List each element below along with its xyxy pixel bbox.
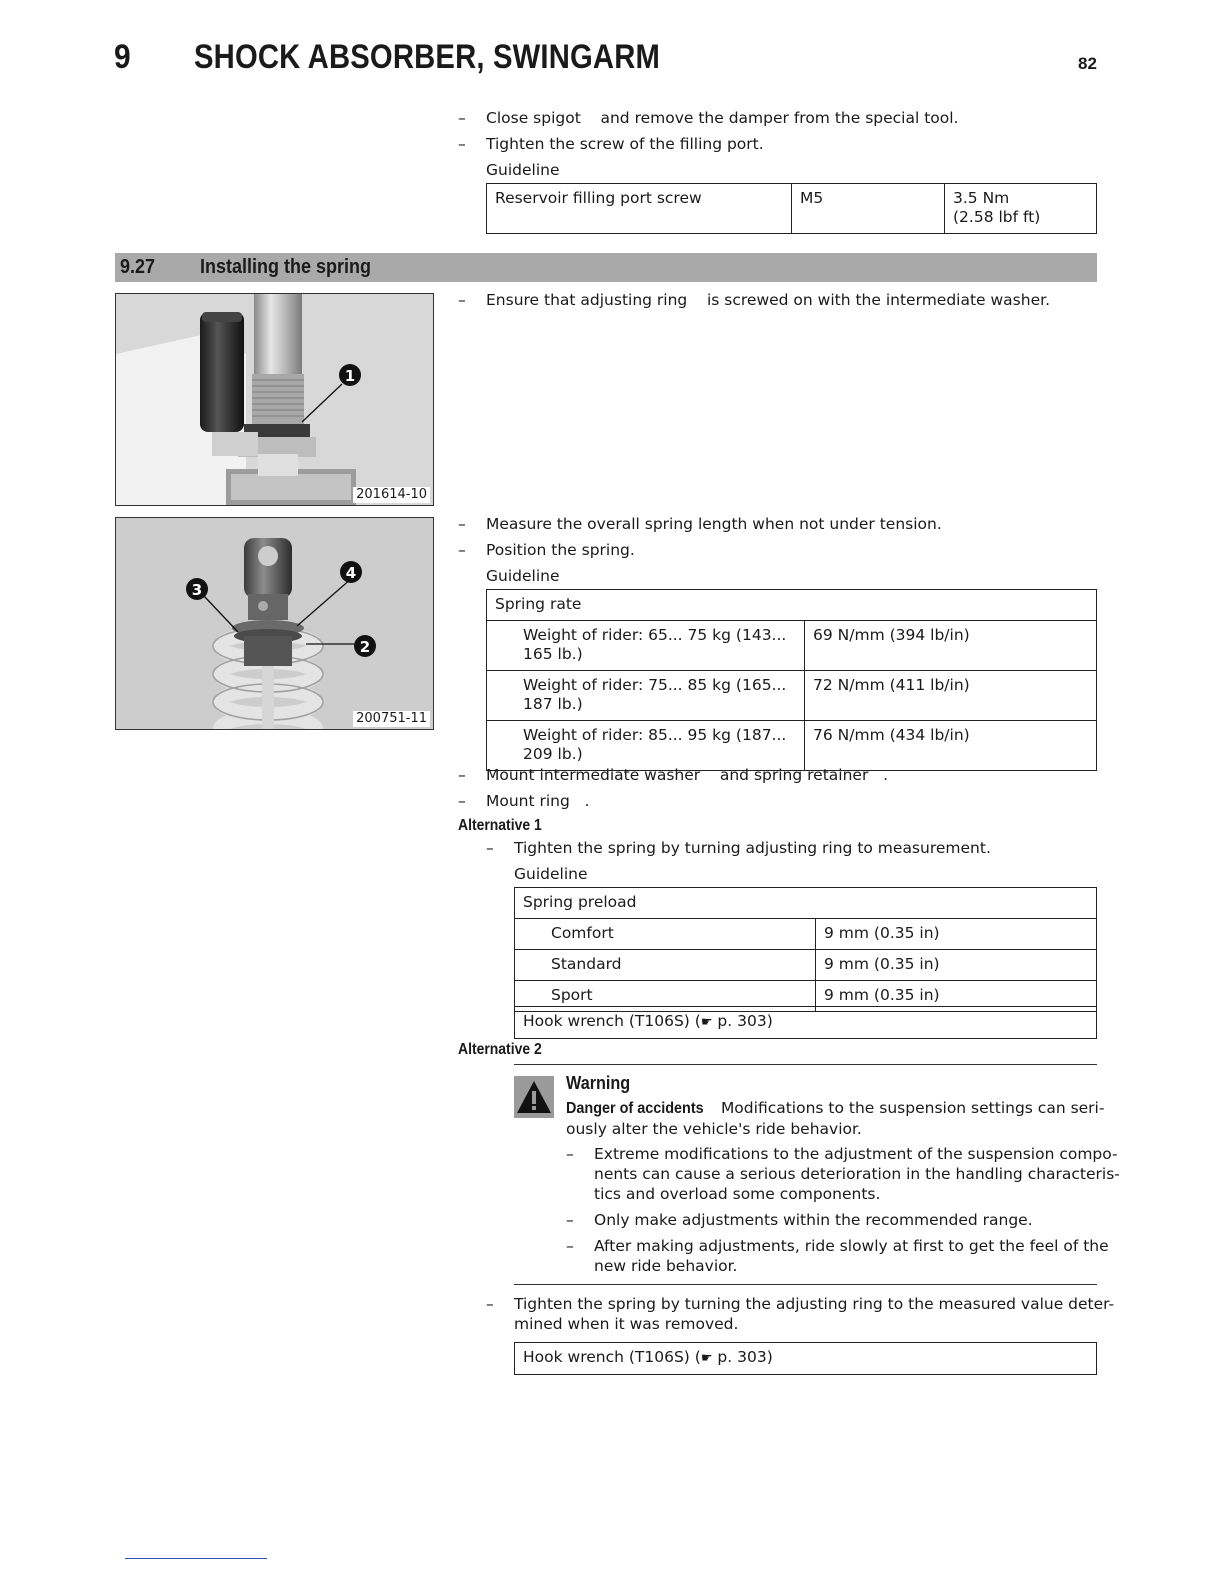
torque-table [486,183,1097,234]
table-row [487,621,1097,671]
step-mount-washer [458,765,889,785]
torque-thread: M5 [792,184,945,234]
rider-weight [487,621,805,671]
step-line: mined when it was removed. [514,1315,739,1333]
dash-bullet: – [566,1237,574,1255]
warning-bottom-rule [514,1284,1097,1285]
dash-bullet: – [486,839,494,857]
dash-bullet: – [458,792,466,810]
pointer-icon: ☛ [700,1015,713,1030]
step-close-spigot [458,108,959,128]
tool-box [514,1342,1097,1375]
bullet-line: nents can cause a serious deterioration in the handling characteris- [594,1165,1120,1183]
tool-reference [515,1007,1097,1039]
torque-value-line2: (2.58 lbf ft) [953,208,1041,226]
callout-3: 3 [191,581,203,599]
rider-weight-line2: 187 lb.) [523,695,583,713]
page-reference-link[interactable]: p. 303) [717,1348,773,1366]
bullet-line: After making adjustments, ride slowly at first to get the feel of the [594,1237,1109,1255]
dash-bullet: – [566,1211,574,1229]
step-alt1-tighten [486,838,991,858]
warning-bullet [566,1236,1109,1276]
spring-rate-table [486,589,1097,771]
rider-weight-line2: 209 lb.) [523,745,583,763]
rider-weight [487,671,805,721]
shock-absorber-illustration [116,294,433,505]
spring-rate-header: Spring rate [487,590,1097,621]
rider-weight-line1: Weight of rider: 65... 75 kg (143... [523,626,787,644]
alternative-1-title: Alternative 1 [458,817,542,834]
step-mount-ring [458,791,590,811]
step-text: Close spigot and remove the damper from the special tool. [486,109,959,127]
step-position [458,540,635,560]
danger-text-line1: Modifications to the suspension settings can seri- [720,1099,1105,1117]
dash-bullet: – [458,109,466,127]
spring-illustration [116,518,433,729]
section-title: Installing the spring [200,256,372,278]
callout-2: 2 [359,638,371,656]
photo-code: 201614-10 [353,487,430,503]
dash-bullet: – [486,1295,494,1313]
tool-box [514,1006,1097,1039]
preload-label: Sport [515,981,816,1012]
photo-adjusting-ring [115,293,434,506]
preload-header: Spring preload [515,888,1097,919]
bullet-line: tics and overload some components. [594,1185,881,1203]
guideline-label: Guideline [486,567,560,585]
dash-bullet: – [566,1145,574,1163]
step-text: Tighten the screw of the filling port. [486,135,764,153]
step-text: Ensure that adjusting ring is screwed on with the intermediate washer. [486,291,1050,309]
warning-top-rule [514,1064,1097,1065]
preload-value: 9 mm (0.35 in) [816,950,1097,981]
preload-value: 9 mm (0.35 in) [816,919,1097,950]
tool-name: Hook wrench (T106S) ( [523,1012,701,1030]
section-number: 9.27 [120,256,156,278]
page-number: 82 [1078,54,1097,73]
torque-name: Reservoir filling port screw [487,184,792,234]
step-text: Measure the overall spring length when not under tension. [486,515,942,533]
rider-weight-line1: Weight of rider: 75... 85 kg (165... [523,676,787,694]
dash-bullet: – [458,135,466,153]
photo-code: 200751-11 [353,711,430,727]
dash-bullet: – [458,541,466,559]
step-text: Mount intermediate washer and spring retainer . [486,766,889,784]
table-row [487,721,1097,771]
callout-4: 4 [345,564,357,582]
spring-rate-value: 76 N/mm (434 lb/in) [805,721,1097,771]
pointer-icon: ☛ [700,1351,713,1366]
chapter-title: SHOCK ABSORBER, SWINGARM [194,38,661,76]
tool-reference [515,1343,1097,1375]
spring-preload-table [514,887,1097,1012]
guideline-label: Guideline [514,865,588,883]
spring-rate-value: 69 N/mm (394 lb/in) [805,621,1097,671]
footer-line [125,1558,267,1559]
step-ensure-ring [458,290,1050,310]
table-row [515,950,1097,981]
step-line: Tighten the spring by turning the adjusting ring to the measured value deter- [514,1295,1115,1313]
warning-bullet [566,1210,1033,1230]
step-tighten-screw [458,134,764,154]
step-measure [458,514,942,534]
preload-label: Comfort [515,919,816,950]
dash-bullet: – [458,766,466,784]
warning-bullet [566,1144,1120,1204]
bullet-line: Only make adjustments within the recommended range. [594,1211,1033,1229]
bullet-line: new ride behavior. [594,1257,738,1275]
preload-value: 9 mm (0.35 in) [816,981,1097,1012]
danger-text-line2: ously alter the vehicle's ride behavior. [566,1120,862,1138]
page-reference-link[interactable]: p. 303) [717,1012,773,1030]
chapter-number: 9 [114,38,131,76]
warning-danger-text [566,1098,1105,1139]
dash-bullet: – [458,515,466,533]
step-alt2-tighten [486,1294,1115,1334]
table-row [487,671,1097,721]
dash-bullet: – [458,291,466,309]
danger-label: Danger of accidents [566,1100,704,1117]
rider-weight [487,721,805,771]
spring-rate-value: 72 N/mm (411 lb/in) [805,671,1097,721]
torque-value-line1: 3.5 Nm [953,189,1010,207]
warning-icon [514,1076,554,1118]
callout-1: 1 [344,367,356,385]
warning-title: Warning [566,1073,631,1093]
guideline-label: Guideline [486,161,560,179]
photo-spring [115,517,434,730]
torque-value [945,184,1097,234]
preload-label: Standard [515,950,816,981]
rider-weight-line1: Weight of rider: 85... 95 kg (187... [523,726,787,744]
step-text: Tighten the spring by turning adjusting ring to measurement. [514,839,991,857]
alternative-2-title: Alternative 2 [458,1041,542,1058]
tool-name: Hook wrench (T106S) ( [523,1348,701,1366]
step-text: Mount ring . [486,792,590,810]
bullet-line: Extreme modifications to the adjustment of the suspension compo- [594,1145,1118,1163]
rider-weight-line2: 165 lb.) [523,645,583,663]
step-text: Position the spring. [486,541,635,559]
table-row [515,919,1097,950]
